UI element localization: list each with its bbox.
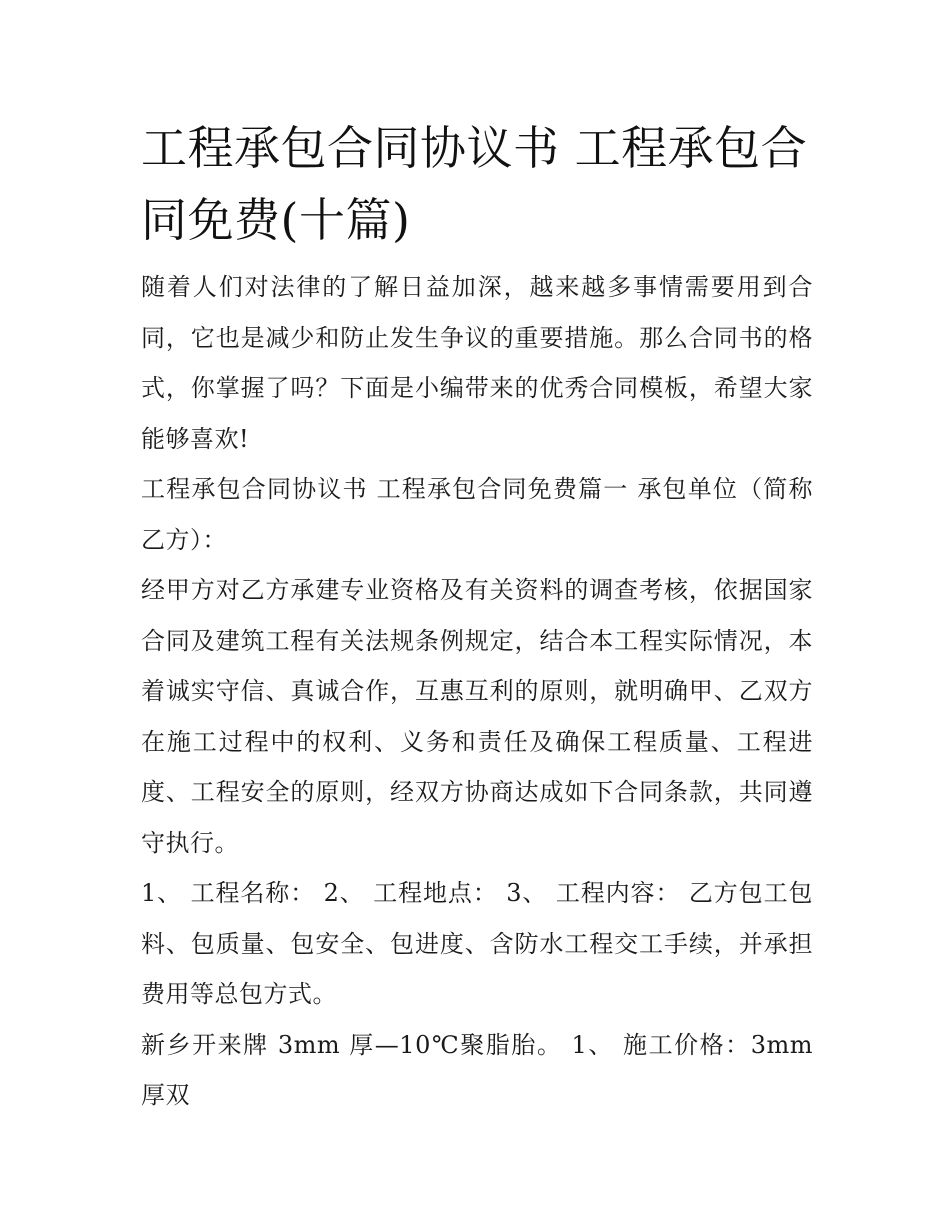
paragraph-contract-heading: 工程承包合同协议书 工程承包合同免费篇一 承包单位（简称乙方）： [141,475,813,554]
document-body [141,112,813,1121]
paragraph-material-price: 新乡开来牌 3mm 厚—10℃聚脂胎。 1、 施工价格：3mm 厚双 [141,1030,813,1109]
paragraph-project-items: 1、 工程名称： 2、 工程地点： 3、 工程内容： 乙方包工包料、包质量、包安全、包进度、含防水工程交工手续，并承担费用等总包方式。 [141,879,813,1008]
paragraph-intro: 随着人们对法律的了解日益加深，越来越多事情需要用到合同，它也是减少和防止发生争议的重要措施。那么合同书的格式，你掌握了吗？下面是小编带来的优秀合同模板，希望大家能够喜欢! [141,273,813,453]
document-title: 工程承包合同协议书 工程承包合同免费(十篇) [141,121,808,247]
paragraph-preamble: 经甲方对乙方承建专业资格及有关资料的调查考核，依据国家合同及建筑工程有关法规条例规定，结合本工程实际情况，本着诚实守信、真诚合作，互惠互利的原则，就明确甲、乙双方在施工过程中的权利、义务和责任及确保工程质量、工程进度、工程安全的原则，经双方协商达成如下合同条款，共同遵守执行。 [141,576,813,857]
